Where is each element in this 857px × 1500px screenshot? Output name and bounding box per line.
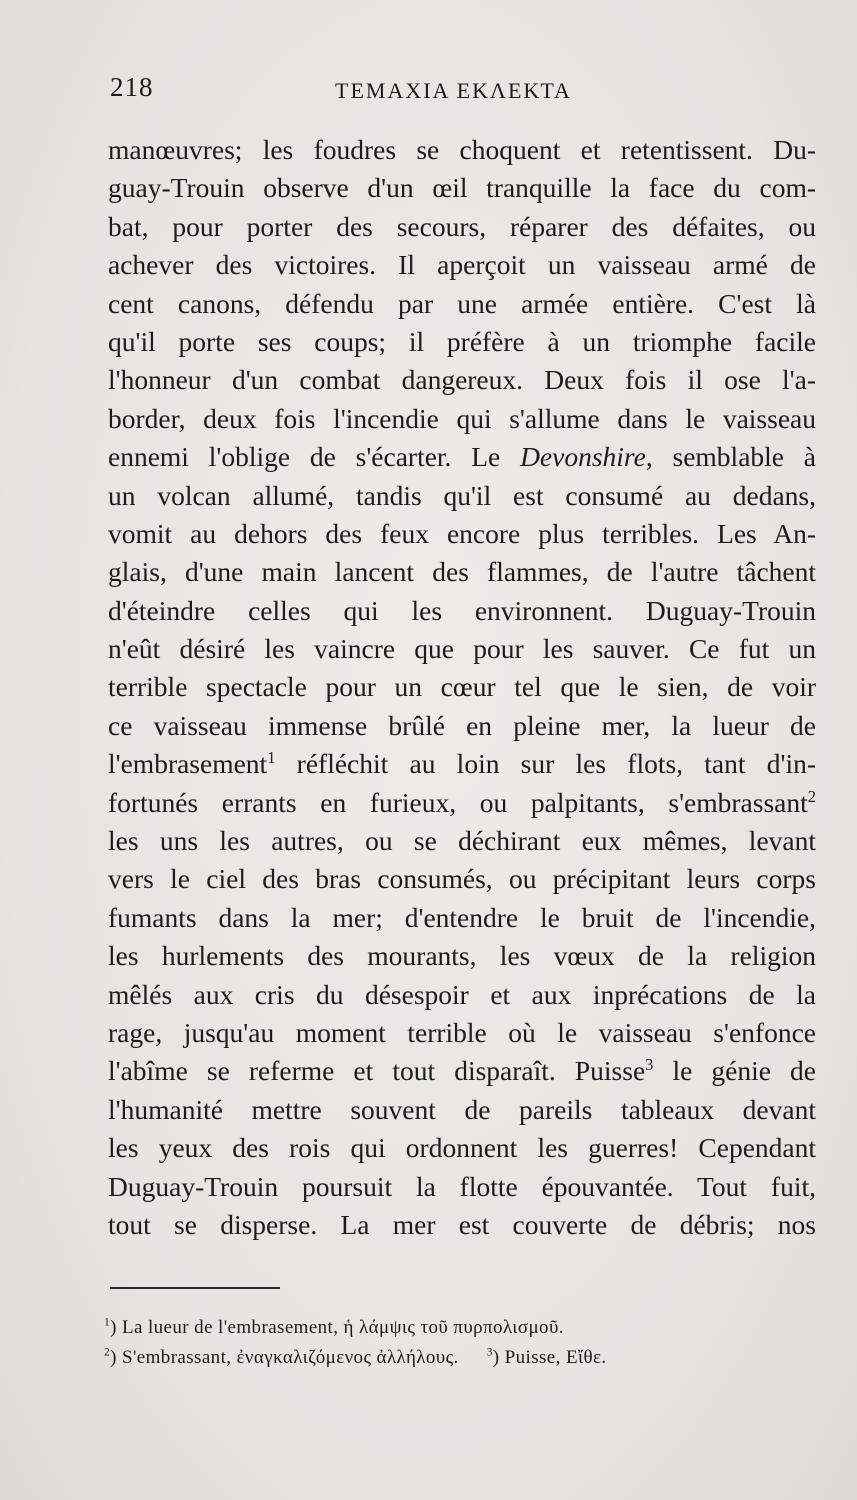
- text-line: terrible spectacle pour un cœur tel que le sien, de voir: [108, 671, 816, 703]
- text-fragment: fortunés errants en furieux, ou palpitants, s'embrassant: [108, 786, 808, 818]
- text-line: n'eût désiré les vaincre que pour les sauver. Ce fut un: [108, 633, 816, 665]
- footnote-text: ) Puisse, Εἴθε.: [492, 1347, 607, 1368]
- page-number: 218: [110, 72, 154, 102]
- text-line: rage, jusqu'au moment terrible où le vaisseau s'enfonce: [108, 1016, 816, 1048]
- text-line: vers le ciel des bras consumés, ou précipitant leurs corps: [108, 863, 816, 895]
- footnote-text: ) S'embrassant, ἐναγκαλιζόμενος ἀλλήλους.: [110, 1347, 459, 1368]
- text-fragment: l'abîme se referme et tout disparaît. Puisse: [108, 1055, 646, 1087]
- footnote-ref: 2: [807, 786, 816, 806]
- text-line: fumants dans la mer; d'entendre le bruit de l'incendie,: [108, 901, 816, 933]
- text-fragment: réfléchit au loin sur les flots, tant d'in-: [275, 748, 816, 780]
- footnotes: [104, 1313, 812, 1373]
- text-line: [108, 438, 816, 476]
- text-line: [108, 784, 816, 822]
- text-line: tout se disperse. La mer est couverte de débris; nos: [108, 1208, 816, 1240]
- text-line: vomit au dehors des feux encore plus terribles. Les An-: [108, 517, 816, 549]
- text-line: bat, pour porter des secours, réparer des défaites, ou: [108, 210, 816, 242]
- body-text: [108, 131, 816, 1244]
- text-line: qu'il porte ses coups; il préfère à un triomphe facile: [108, 325, 816, 357]
- footnote-2-3: [104, 1343, 812, 1373]
- running-title: ΤΕΜΑΧΙΑ ΕΚΛΕΚΤΑ: [335, 78, 572, 103]
- text-line: mêlés aux cris du désespoir et aux inprécations de la: [108, 978, 816, 1010]
- text-line: Duguay-Trouin poursuit la flotte épouvantée. Tout fuit,: [108, 1170, 816, 1202]
- text-fragment: l'embrasement: [108, 748, 268, 780]
- footnote-1: [104, 1313, 812, 1343]
- text-line: les hurlements des mourants, les vœux de la religion: [108, 940, 816, 972]
- text-line: les yeux des rois qui ordonnent les guerres! Cependant: [108, 1132, 816, 1164]
- text-line: [108, 745, 816, 783]
- footnote-text: ) La lueur de l'embrasement, ἡ λάμψις τοῦ πυρπολισμοῦ.: [110, 1317, 564, 1338]
- text-line: border, deux fois l'incendie qui s'allume dans le vaisseau: [108, 402, 816, 434]
- footnote-ref: 1: [267, 748, 276, 768]
- ship-name: Devonshire: [520, 441, 646, 473]
- text-line: un volcan allumé, tandis qu'il est consumé au dedans,: [108, 479, 816, 511]
- footnote-ref: 3: [645, 1055, 654, 1075]
- page-header: [110, 72, 810, 112]
- footnote-marker: 3: [486, 1346, 493, 1359]
- footnote-divider: [110, 1287, 280, 1289]
- text-line: achever des victoires. Il aperçoit un vaisseau armé de: [108, 249, 816, 281]
- text-line: l'humanité mettre souvent de pareils tableaux devant: [108, 1093, 816, 1125]
- text-line: glais, d'une main lancent des flammes, de l'autre tâchent: [108, 556, 816, 588]
- text-line: guay-Trouin observe d'un œil tranquille la face du com-: [108, 172, 816, 204]
- footnote-marker: 1: [104, 1316, 111, 1329]
- text-fragment: le génie de: [653, 1055, 816, 1087]
- text-line: [108, 1052, 816, 1090]
- text-line: les uns les autres, ou se déchirant eux mêmes, levant: [108, 825, 816, 857]
- text-fragment: ennemi l'oblige de s'écarter. Le: [108, 441, 501, 473]
- text-line: l'honneur d'un combat dangereux. Deux fois il ose l'a-: [108, 364, 816, 396]
- text-line: d'éteindre celles qui les environnent. Duguay-Trouin: [108, 594, 816, 626]
- text-fragment: , semblable à: [645, 441, 817, 473]
- text-line: cent canons, défendu par une armée entière. C'est là: [108, 287, 816, 319]
- footnote-marker: 2: [104, 1346, 111, 1359]
- text-line: manœuvres; les foudres se choquent et retentissent. Du-: [108, 134, 816, 165]
- text-line: ce vaisseau immense brûlé en pleine mer, la lueur de: [108, 709, 816, 741]
